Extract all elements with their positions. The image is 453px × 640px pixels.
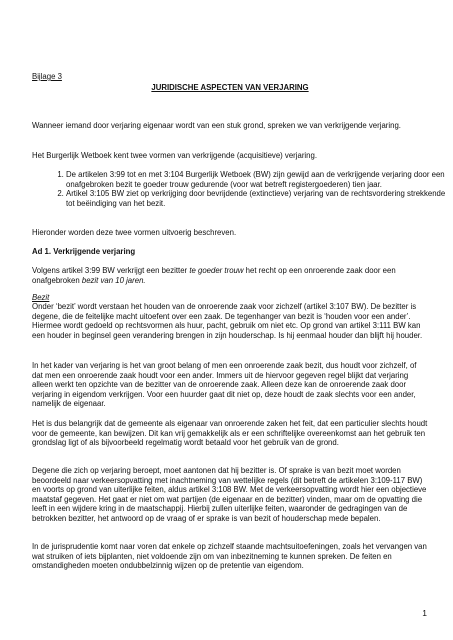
article-399-text-2: het recht op een onroerende zaak door een onafgebroken xyxy=(32,266,396,285)
page-number: 1 xyxy=(422,608,427,618)
gemeente-paragraph: Het is dus belangrijk dat de gemeente als eigenaar van onroerende zaken het feit, dat een particulier slechts houdt voor de gemeente, kan bewijzen. Dit kan vrij gemakkelijk als er een schriftelijke overeenkomst aan het gebruik ten grondslag ligt of als bijvoorbeeld regelmatig wordt betaald voor het gebruik van de grond. xyxy=(32,419,428,448)
section-heading: Ad 1. Verkrijgende verjaring xyxy=(32,247,136,256)
appendix-label: Bijlage 3 xyxy=(32,72,62,81)
verjaring-context-paragraph: In het kader van verjaring is het van groot belang of men een onroerende zaak bezit, dus houdt voor zichzelf, of dat men een onroerende zaak houdt voor een ander. Immers uit de hiervoor gegeven regel blijkt dat verjaring alleen werkt ten opzichte van de bezitter van de onroerende zaak. Alleen deze kan de onroerende zaak door verjaring in eigendom verkrijgen. Voor een huurder gaat dit niet op, deze houdt de zaak slechts voor een ander, namelijk de eigenaar. xyxy=(32,361,417,409)
intro-paragraph-2: Het Burgerlijk Wetboek kent twee vormen van verkrijgende (acquisitieve) verjaring. xyxy=(32,151,318,160)
article-399-good-faith: te goeder trouw xyxy=(189,266,244,275)
document-title: JURIDISCHE ASPECTEN VAN VERJARING xyxy=(151,83,309,92)
intro-paragraph-1: Wanneer iemand door verjaring eigenaar wordt van een stuk grond, spreken we van verkrijgende verjaring. xyxy=(32,121,401,130)
article-399-paragraph xyxy=(32,266,428,285)
bezit-subheading: Bezit xyxy=(32,293,50,302)
list-item: 1. De artikelen 3:99 tot en met 3:104 Burgerlijk Wetboek (BW) zijn gewijd aan de verkrijgende verjaring door een onafgebroken bezit te goeder trouw gedurende (voor wat betreft registergoederen) tien jaar. xyxy=(66,170,446,189)
bezitter-proof-paragraph: Degene die zich op verjaring beroept, moet aantonen dat hij bezitter is. Of sprake is van bezit moet worden beoordeeld naar verkeersopvatting met inachtneming van wettelijke regels (dit betreft de artikelen 3:109-117 BW) en voorts op grond van uiterlijke feiten, aldus artikel 3:108 BW. Met de verkeersopvatting wordt hier een objectieve maatstaf gegeven. Het gaat er niet om wat partijen (de eigenaar en de bezitter) vinden, maar om de opvatting die leeft in een wijdere kring in de maatschappij. Hierbij zullen uiterlijke feiten, waaronder de gedragingen van de betrokken bezitter, het antwoord op de vraag of er sprake is van bezit of houderschap mede bepalen. xyxy=(32,466,427,523)
article-399-period: bezit van 10 jaren. xyxy=(81,275,146,285)
after-list-paragraph: Hieronder worden deze twee vormen uitvoerig beschreven. xyxy=(32,228,237,237)
list-item: 2. Artikel 3:105 BW ziet op verkrijging door bevrijdende (extinctieve) verjaring van de rechtsvordering strekkende tot beëindiging van het bezit. xyxy=(66,189,446,208)
bezit-paragraph: Onder ‘bezit’ wordt verstaan het houden van de onroerende zaak voor zichzelf (artikel 3:107 BW). De bezitter is degene, die de feitelijke macht uitoefent over een zaak. De tegenhanger van bezit is ‘houden voor een ander’. Hiermee wordt gedoeld op rechtsvormen als huur, pacht, gebruik om niet etc. Op grond van artikel 3:111 BW kan een houder in beginsel geen verandering brengen in zijn houderschap. Is hij eenmaal houder dan blijft hij houder. xyxy=(32,302,423,340)
article-399-text-1: Volgens artikel 3:99 BW verkrijgt een bezitter xyxy=(32,266,190,275)
jurisprudence-paragraph: In de jurisprudentie komt naar voren dat enkele op zichzelf staande machtsuitoefeningen, zoals het vervangen van wat struiken of iets bijplanten, niet voldoende zijn om van inbezitneming te kunnen spreken. De feiten en omstandigheden moeten ondubbelzinnig wijzen op de pretentie van eigendom. xyxy=(32,542,427,571)
verjaring-forms-list xyxy=(32,170,446,208)
